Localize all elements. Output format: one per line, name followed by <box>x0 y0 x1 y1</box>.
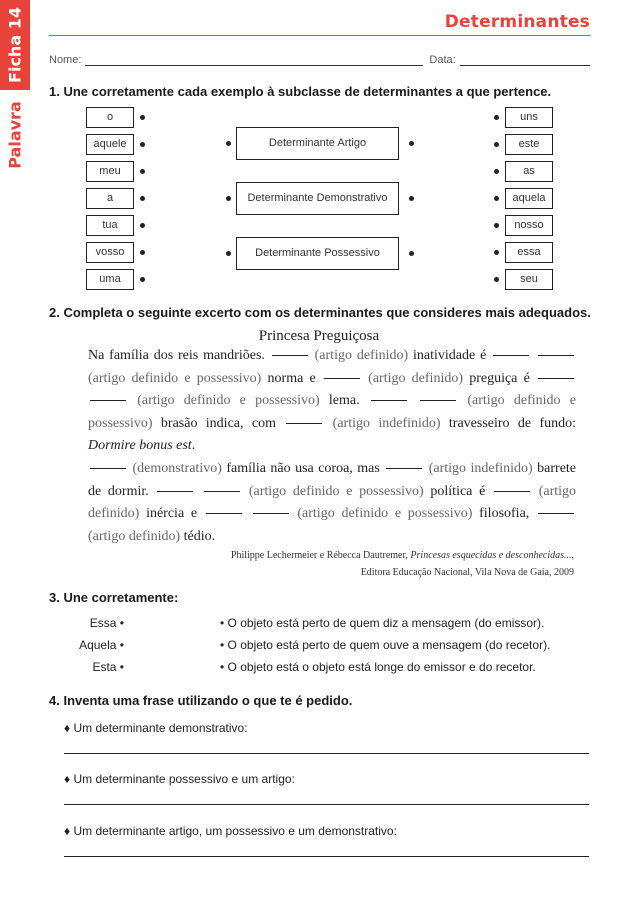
q3-right-item <box>220 616 544 630</box>
q2-title-keyword: determinantes <box>293 305 383 320</box>
hint: (artigo definido e possessivo) <box>137 393 320 409</box>
q3-left-item <box>60 638 124 652</box>
q3-left-item <box>60 660 124 674</box>
connector-dot[interactable] <box>409 196 414 201</box>
word-box: uns <box>505 107 553 128</box>
connector-dot[interactable] <box>140 250 145 255</box>
fill-blank[interactable] <box>538 355 574 356</box>
fill-blank[interactable] <box>324 378 360 379</box>
connector-dot[interactable] <box>140 196 145 201</box>
story-paragraph-1 <box>64 345 576 458</box>
connector-dot[interactable]: • <box>220 616 225 630</box>
q3-left-label: Esta <box>92 660 117 674</box>
story-text-run: lema. <box>319 393 369 409</box>
fill-blank[interactable] <box>253 513 289 514</box>
hint: (artigo indefinido) <box>332 415 441 431</box>
story-text-run: brasão indica, com <box>152 415 285 431</box>
story-text-run: Na família dos reis mandriões. <box>88 348 270 363</box>
story-text-run: inércia e <box>139 506 204 522</box>
worksheet-number: Ficha 14 <box>5 7 25 83</box>
connector-dot[interactable] <box>140 223 145 228</box>
word-box: vosso <box>86 242 134 263</box>
word-box: uma <box>86 269 134 290</box>
fill-blank[interactable] <box>206 513 242 514</box>
fill-blank[interactable] <box>204 491 240 492</box>
fill-blank[interactable] <box>90 468 126 469</box>
fill-blank[interactable] <box>386 468 422 469</box>
hint: (artigo definido e possessivo) <box>248 483 424 499</box>
hint: (artigo definido) <box>88 528 181 544</box>
hint: (artigo definido e possessivo) <box>88 393 576 431</box>
story-text-run: norma e <box>261 370 322 386</box>
fill-blank[interactable] <box>493 355 529 356</box>
word-box: as <box>505 161 553 182</box>
connector-dot[interactable]: • <box>119 638 124 652</box>
story-text-run: inatividade é <box>408 348 492 363</box>
word-box: essa <box>505 242 553 263</box>
story-text-run: travesseiro de fundo: <box>440 415 576 431</box>
connector-dot[interactable]: • <box>220 660 225 674</box>
connector-dot[interactable] <box>140 277 145 282</box>
brand-label: Palavra <box>5 101 25 169</box>
connector-dot[interactable] <box>140 142 145 147</box>
connector-dot[interactable] <box>226 251 231 256</box>
connector-dot[interactable] <box>226 196 231 201</box>
q3-left-item <box>60 616 124 630</box>
hint: (artigo definido) <box>368 370 463 386</box>
story-text-run: filosofia, <box>472 506 537 522</box>
question-2-title <box>49 305 591 320</box>
q3-right-label: O objeto está o objeto está longe do emissor e do recetor. <box>227 660 536 674</box>
latin-motto: Dormire bonus est <box>88 438 192 454</box>
q3-right-item <box>220 638 550 652</box>
connector-dot[interactable] <box>226 141 231 146</box>
story-text-run: . <box>191 438 196 454</box>
answer-line[interactable] <box>64 804 589 805</box>
fill-blank[interactable] <box>538 378 574 379</box>
category-box: Determinante Demonstrativo <box>236 182 399 215</box>
q3-right-label: O objeto está perto de quem ouve a mensagem (do recetor). <box>227 638 551 652</box>
story-paragraph-2 <box>64 458 576 548</box>
connector-dot[interactable] <box>494 142 499 147</box>
question-3-title: 3. Une corretamente: <box>49 590 179 605</box>
credit-book: Princesas esquecidas e desconhecidas... <box>410 550 572 561</box>
q2-title-suffix: que consideres mais adequados. <box>382 305 591 320</box>
q3-left-label: Aquela <box>79 638 117 652</box>
word-box: aquele <box>86 134 134 155</box>
fill-blank[interactable] <box>538 513 574 514</box>
word-box: meu <box>86 161 134 182</box>
connector-dot[interactable]: • <box>119 616 124 630</box>
word-box: a <box>86 188 134 209</box>
story-title: Princesa Preguiçosa <box>258 328 380 344</box>
word-box: tua <box>86 215 134 236</box>
connector-dot[interactable] <box>409 251 414 256</box>
fill-blank[interactable] <box>420 400 456 401</box>
story-text-run: política é <box>423 483 492 499</box>
fill-blank[interactable] <box>272 355 308 356</box>
q4-prompt: ♦ Um determinante artigo, um possessivo e um demonstrativo: <box>64 824 397 838</box>
answer-line[interactable] <box>64 753 589 754</box>
story-text-run: tédio. <box>180 528 216 544</box>
question-1-title: 1. Une corretamente cada exemplo à subclasse de determinantes a que pertence. <box>49 84 552 99</box>
word-box: nosso <box>505 215 553 236</box>
date-field[interactable] <box>460 56 590 66</box>
hint: (artigo definido e possessivo) <box>297 506 473 522</box>
word-box: seu <box>505 269 553 290</box>
connector-dot[interactable] <box>494 250 499 255</box>
date-label: Data: <box>429 54 456 66</box>
name-label: Nome: <box>49 54 82 66</box>
connector-dot[interactable] <box>494 115 499 120</box>
fill-blank[interactable] <box>157 491 193 492</box>
connector-dot[interactable] <box>494 169 499 174</box>
q3-right-label: O objeto está perto de quem diz a mensagem (do emissor). <box>227 616 545 630</box>
title-divider <box>49 35 590 36</box>
fill-blank[interactable] <box>494 491 530 492</box>
q2-title-prefix: 2. Completa o seguinte excerto com os <box>49 305 294 320</box>
category-box: Determinante Possessivo <box>236 237 399 270</box>
credit-authors: Philippe Lechermeier e Rébecca Dautremer, <box>230 550 411 561</box>
name-field[interactable] <box>85 56 423 66</box>
connector-dot[interactable] <box>494 277 499 282</box>
question-4-title: 4. Inventa uma frase utilizando o que te é pedido. <box>49 693 353 708</box>
connector-dot[interactable]: • <box>119 660 124 674</box>
connector-dot[interactable] <box>140 115 145 120</box>
hint: (artigo definido) <box>88 483 577 522</box>
fill-blank[interactable] <box>90 400 126 401</box>
hint: (artigo indefinido) <box>428 460 533 476</box>
story-text <box>64 345 576 548</box>
word-box: aquela <box>505 188 553 209</box>
credit-publisher: Editora Educação Nacional, Vila Nova de Gaia, 2009 <box>360 567 574 578</box>
connector-dot[interactable] <box>494 196 499 201</box>
answer-line[interactable] <box>64 856 589 857</box>
word-box: este <box>505 134 553 155</box>
connector-dot[interactable] <box>140 169 145 174</box>
q3-right-item <box>220 660 536 674</box>
story-text-run: família não usa coroa, mas <box>221 460 385 476</box>
fill-blank[interactable] <box>371 400 407 401</box>
page-title: Determinantes <box>444 12 590 32</box>
q4-prompt: ♦ Um determinante possessivo e um artigo: <box>64 772 295 786</box>
story-text-run: barrete de dormir. <box>88 460 577 499</box>
hint: (artigo definido e possessivo) <box>88 370 262 386</box>
q3-left-label: Essa <box>89 616 117 630</box>
name-date-row <box>49 54 590 66</box>
story-text-run: preguiça é <box>463 370 537 386</box>
credit-separator: , <box>571 550 574 561</box>
fill-blank[interactable] <box>286 423 322 424</box>
category-box: Determinante Artigo <box>236 127 399 160</box>
word-box: o <box>86 107 134 128</box>
connector-dot[interactable] <box>409 141 414 146</box>
q4-prompt: ♦ Um determinante demonstrativo: <box>64 721 248 735</box>
source-credit <box>231 547 574 581</box>
connector-dot[interactable]: • <box>220 638 225 652</box>
connector-dot[interactable] <box>494 223 499 228</box>
hint: (artigo definido) <box>314 348 409 363</box>
hint: (demonstrativo) <box>132 460 222 476</box>
